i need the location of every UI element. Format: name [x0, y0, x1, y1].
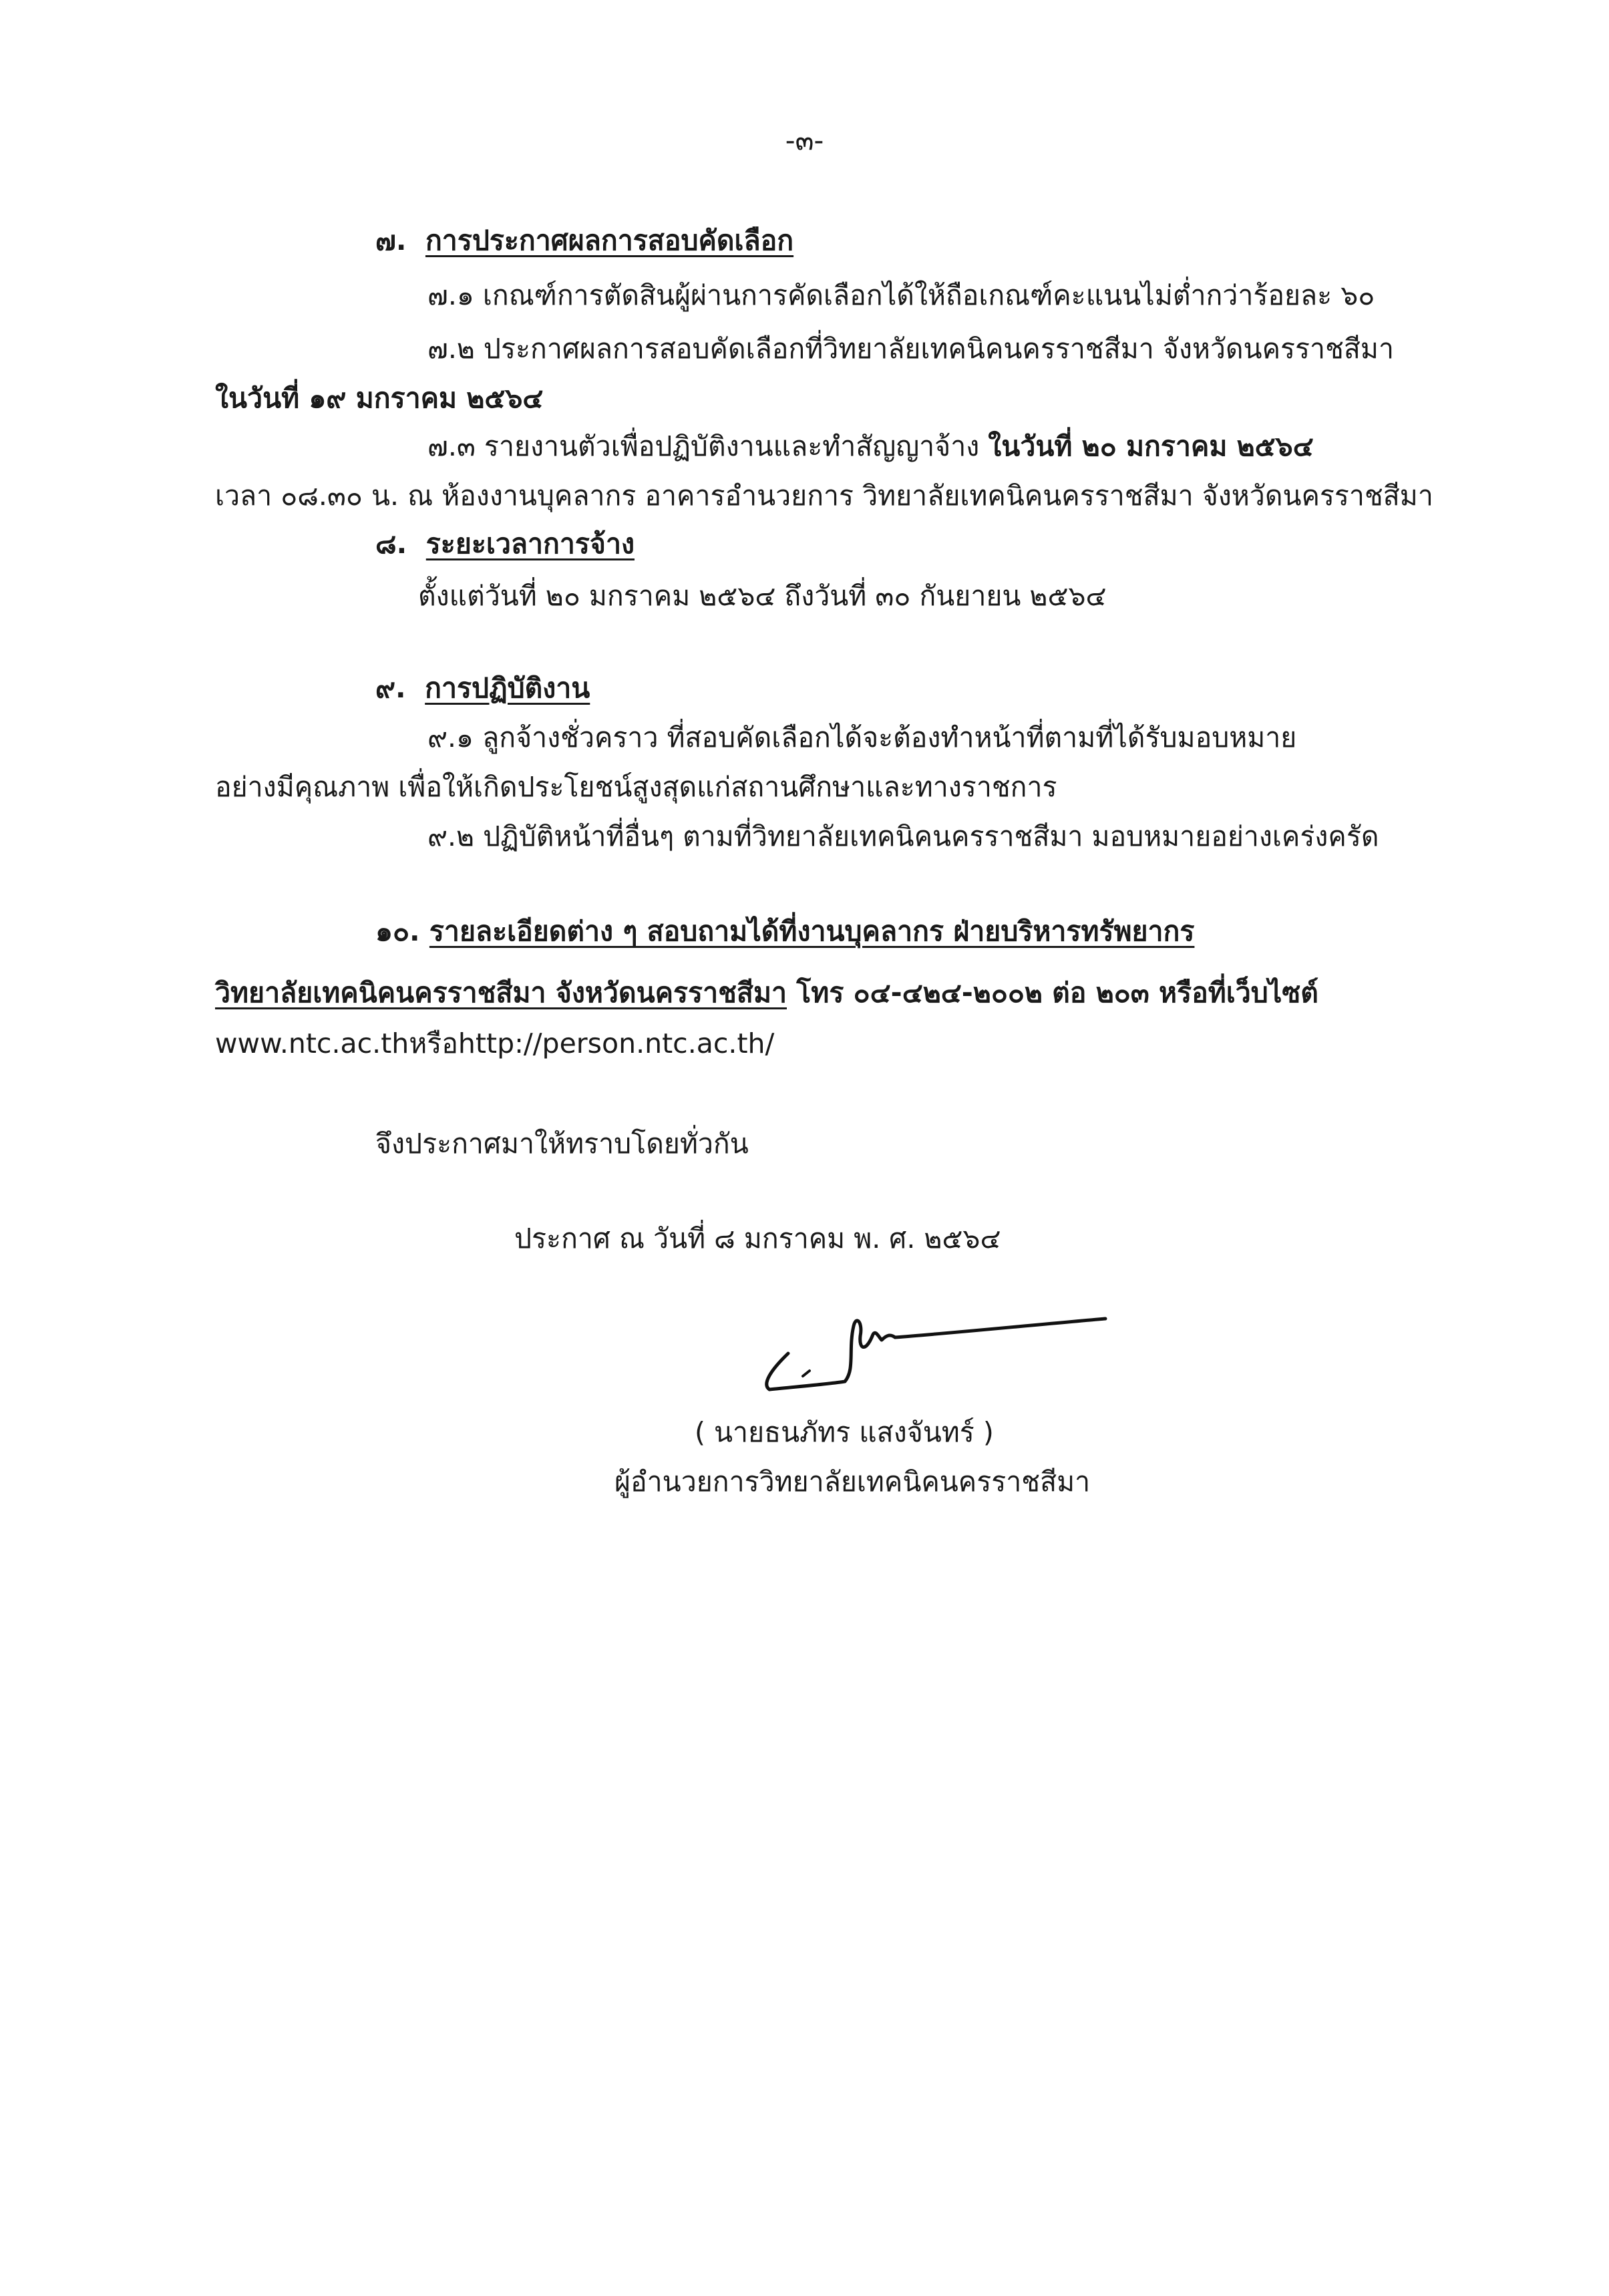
- section-9-item-1: ๙.๑ ลูกจ้างชั่วคราว ที่สอบคัดเลือกได้จะต้องทำหน้าที่ตามที่ได้รับมอบหมาย: [427, 721, 1297, 754]
- section-10-number: ๑๐.: [375, 915, 429, 947]
- signer-name: ( นายธนภัทร แสงจันทร์ ): [695, 1416, 994, 1448]
- section-7-heading: [375, 222, 793, 259]
- section-8-title: ระยะเวลาการจ้าง: [425, 528, 635, 560]
- announce-date: ประกาศ ณ วันที่ ๘ มกราคม พ. ศ. ๒๕๖๔: [514, 1222, 1001, 1255]
- section-7-item-3: [427, 428, 1314, 465]
- section-7-title: การประกาศผลการสอบคัดเลือก: [425, 224, 794, 257]
- section-7-item-3-text: ๗.๓ รายงานตัวเพื่อปฏิบัติงานและทำสัญญาจ้าง: [427, 430, 989, 462]
- section-9-item-2: ๙.๒ ปฏิบัติหน้าที่อื่นๆ ตามที่วิทยาลัยเทคนิคนครราชสีมา มอบหมายอย่างเคร่งครัด: [427, 820, 1379, 852]
- section-7-item-2: ๗.๒ ประกาศผลการสอบคัดเลือกที่วิทยาลัยเทคนิคนครราชสีมา จังหวัดนครราชสีมา: [427, 333, 1394, 365]
- section-7-number: ๗.: [375, 224, 407, 257]
- signature-icon: [748, 1296, 1122, 1403]
- page-number: -๓-: [785, 124, 824, 156]
- section-10-title: รายละเอียดต่าง ๆ สอบถามได้ที่งานบุคลากร ฝ่ายบริหารทรัพยากร: [429, 915, 1195, 947]
- contact-phone-text: โทร ๐๔-๔๒๔-๒๐๐๒ ต่อ ๒๐๓ หรือที่เว็บไซต์: [787, 977, 1318, 1009]
- section-9-number: ๙.: [375, 672, 406, 704]
- signer-title: ผู้อำนวยการวิทยาลัยเทคนิคนครราชสีมา: [614, 1466, 1091, 1498]
- section-9-item-1-continued: อย่างมีคุณภาพ เพื่อให้เกิดประโยชน์สูงสุดแก่สถานศึกษาและทางราชการ: [215, 771, 1057, 803]
- section-7-item-2-date: ในวันที่ ๑๙ มกราคม ๒๕๖๔: [215, 382, 544, 414]
- section-10-line-2: [215, 974, 1318, 1011]
- section-8-heading: [375, 525, 635, 562]
- closing-statement: จึงประกาศมาให้ทราบโดยทั่วกัน: [375, 1128, 749, 1160]
- section-8-number: ๘.: [375, 528, 407, 560]
- website-text: www.ntc.ac.thหรือhttp://person.ntc.ac.th/: [215, 1027, 775, 1059]
- section-7-item-3-date: ในวันที่ ๒๐ มกราคม ๒๕๖๔: [988, 430, 1314, 462]
- section-8-text: ตั้งแต่วันที่ ๒๐ มกราคม ๒๕๖๔ ถึงวันที่ ๓๐ กันยายน ๒๕๖๔: [418, 580, 1107, 612]
- section-7-item-3-continued: เวลา ๐๘.๓๐ น. ณ ห้องงานบุคลากร อาคารอำนวยการ วิทยาลัยเทคนิคนครราชสีมา จังหวัดนครราชสีมา: [215, 480, 1433, 512]
- section-9-title: การปฏิบัติงาน: [425, 672, 590, 704]
- section-7-item-1: ๗.๑ เกณฑ์การตัดสินผู้ผ่านการคัดเลือกได้ให้ถือเกณฑ์คะแนนไม่ต่ำกว่าร้อยละ ๖๐: [427, 279, 1375, 311]
- section-10-heading: [375, 913, 1194, 950]
- college-name-underlined: วิทยาลัยเทคนิคนครราชสีมา จังหวัดนครราชสีมา: [215, 977, 787, 1009]
- section-9-heading: [375, 669, 590, 707]
